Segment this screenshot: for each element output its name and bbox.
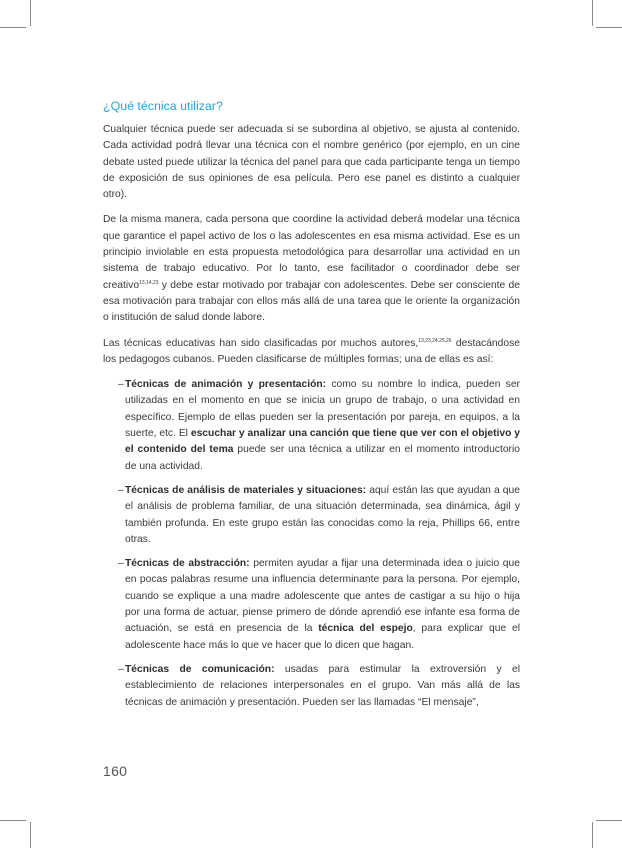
list-item bbox=[103, 662, 520, 711]
list-item-title: Técnicas de análisis de materiales y situaciones: bbox=[125, 484, 367, 496]
page-number: 160 bbox=[103, 763, 128, 779]
list-item-text: usadas para estimular la extroversión y el establecimiento de relaciones interpersonales en el grupo. Van más allá de las técnicas de animación y presentación. Pueden ser las llamadas “El mensaje”, bbox=[125, 663, 520, 708]
list-item-text: aquí están las que ayudan a que el análisis de problema familiar, de una situación determinada, sea dinámica, ágil y también profunda. En este grupo están las conocidas como la reja, Phillips 66, entre otras. bbox=[125, 484, 520, 545]
list-dash: – bbox=[118, 558, 124, 570]
crop-mark bbox=[0, 820, 26, 821]
list-item-text: permiten ayudar a fijar una determinada idea o juicio que en pocas palabras resume una influencia determinante para la persona. Por ejemplo, cuando se explique a una madre adolescente que antes de castigar a su hijo o hija por una forma de actuar, piense primero de dónde aprendió ese infante esa forma de actuación, se está en presencia de la bbox=[125, 558, 520, 635]
list-dash: – bbox=[118, 379, 124, 391]
list-item-emphasis: escuchar y analizar una canción que tiene que ver con el objetivo y el contenido del tema bbox=[125, 428, 520, 456]
paragraph bbox=[103, 122, 520, 203]
paragraph bbox=[103, 212, 520, 326]
list-item bbox=[103, 377, 520, 475]
list-item bbox=[103, 483, 520, 548]
list-item-title: Técnicas de animación y presentación: bbox=[125, 379, 327, 391]
list-item-title: Técnicas de comunicación: bbox=[125, 663, 275, 675]
crop-mark bbox=[30, 0, 31, 26]
list-item bbox=[103, 556, 520, 654]
technique-list bbox=[103, 377, 520, 711]
section-heading: ¿Qué técnica utilizar? bbox=[103, 99, 223, 113]
paragraph-text: Las técnicas educativas han sido clasificadas por muchos autores, bbox=[103, 337, 419, 349]
paragraph-text: y debe estar motivado por trabajar con adolescentes. Debe ser consciente de esa motivación para trabajar con ellos más allá de una tarea que le oriente la organización o institución de salud donde labore. bbox=[103, 279, 520, 324]
page-content bbox=[103, 98, 520, 719]
paragraph-text: De la misma manera, cada persona que coordine la actividad deberá modelar una técnica que garantice el papel activo de los o las adolescentes en esa misma actividad. Ese es un principio inviolable en esta propuesta metodológica para desarrollar una actividad en un sistema de trabajo educativo. Por lo tanto, ese facilitador o coordinador debe ser creativo bbox=[103, 214, 520, 291]
reference-superscript: 13,23,24,25,26 bbox=[418, 337, 452, 344]
list-dash: – bbox=[118, 663, 124, 675]
crop-mark bbox=[596, 27, 622, 28]
list-item-text: puede ser una técnica a utilizar en el momento introductorio de una actividad. bbox=[125, 444, 520, 472]
list-item-text: , para explicar que el adolescente hace más lo que ve hacer que lo dicen que hagan. bbox=[125, 623, 520, 651]
paragraph-text: destacándose los pedagogos cubanos. Pueden clasificarse de múltiples formas; una de ellas es así: bbox=[103, 337, 520, 365]
crop-mark bbox=[596, 820, 622, 821]
crop-mark bbox=[592, 0, 593, 26]
list-item-text: como su nombre lo indica, pueden ser utilizadas en el momento en que se inicia un grupo de trabajo, o una actividad en específico. Ejemplo de ellas pueden ser la presentación por pareja, en equipos, a la suerte, etc. El bbox=[125, 379, 520, 440]
reference-superscript: 13,14,23 bbox=[139, 279, 159, 286]
list-item-title: Técnicas de abstracción: bbox=[125, 558, 250, 570]
crop-mark bbox=[0, 27, 26, 28]
crop-mark bbox=[592, 822, 593, 848]
list-dash: – bbox=[118, 484, 124, 496]
crop-mark bbox=[30, 822, 31, 848]
list-item-emphasis: técnica del espejo bbox=[318, 623, 413, 635]
paragraph-text: Cualquier técnica puede ser adecuada si se subordina al objetivo, se ajusta al contenido. Cada actividad podrá llevar una técnica con el nombre genérico (por ejemplo, en un cine debate usted puede utilizar la técnica del panel para que cada participante tenga un tiempo de exposición de sus opiniones de esa película. Pero ese panel es distinto a cualquier otro). bbox=[103, 124, 520, 201]
paragraph bbox=[103, 336, 520, 369]
